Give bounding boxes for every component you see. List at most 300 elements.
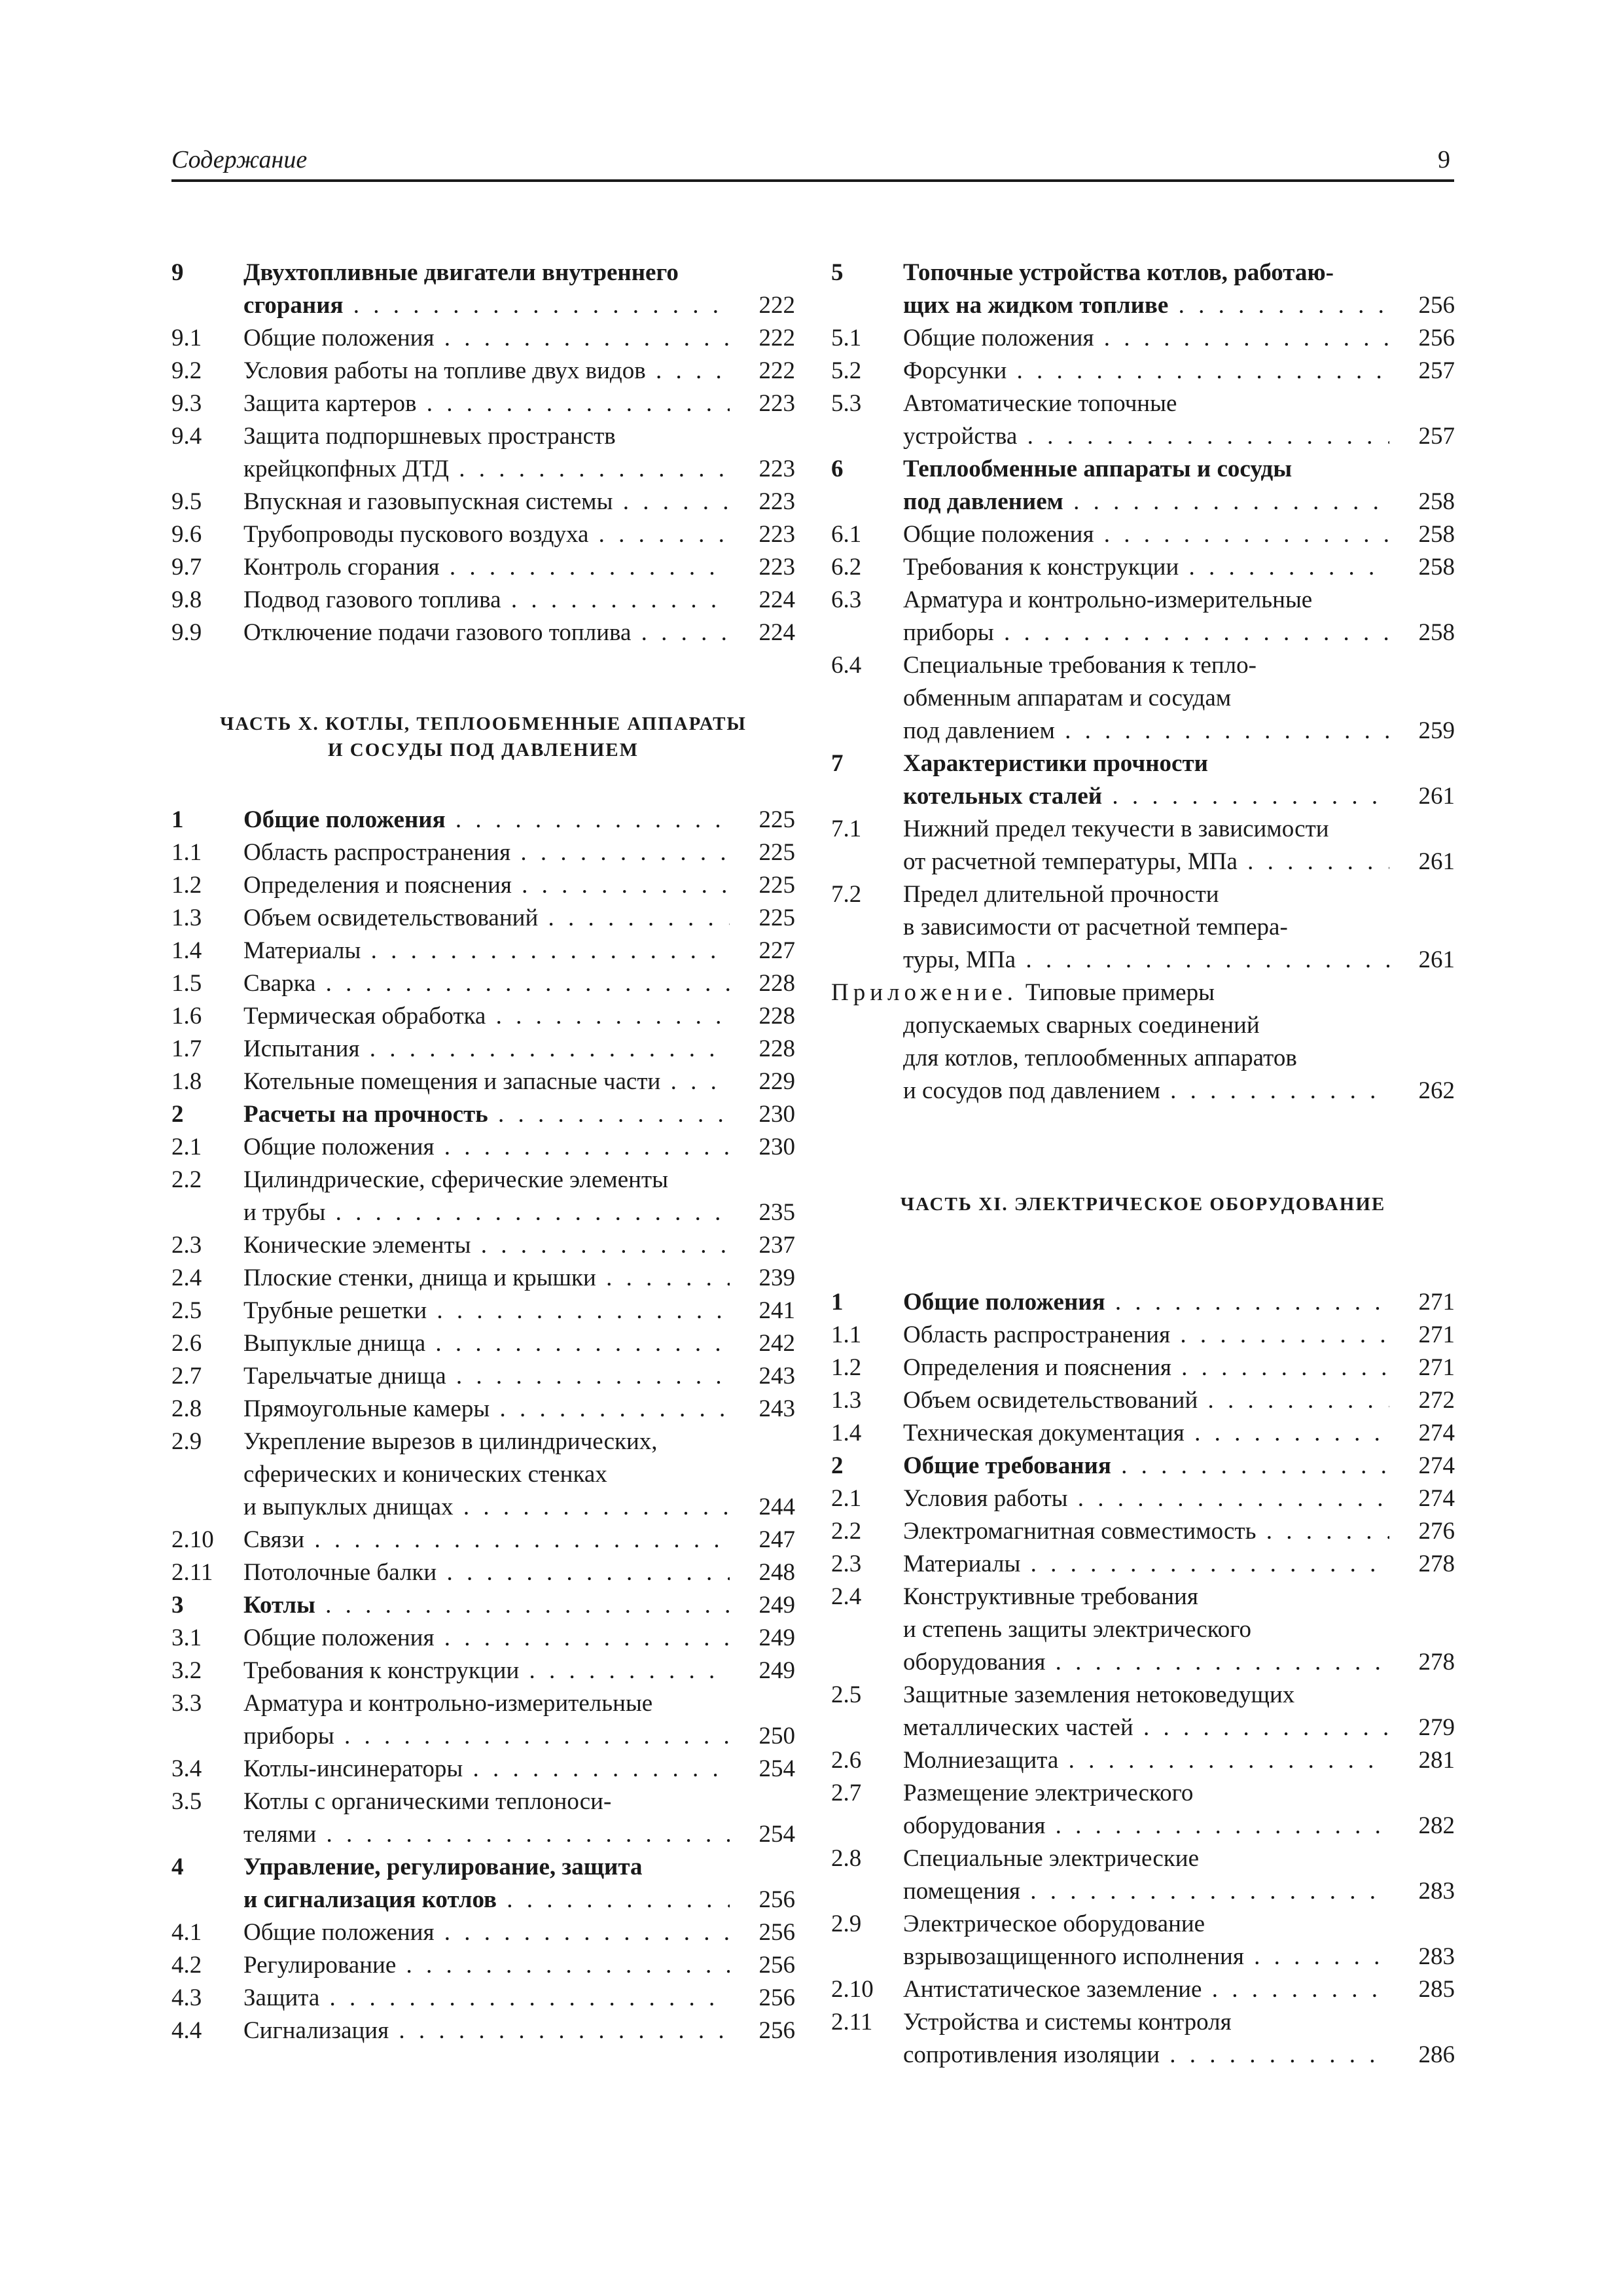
toc-entry-page: 249	[736, 1589, 795, 1622]
toc-entry-page: 256	[736, 1916, 795, 1949]
toc-entry-number: 1.3	[171, 905, 202, 931]
toc-entry-number: 3.5	[171, 1788, 202, 1815]
toc-entry[interactable]	[171, 1687, 795, 1753]
toc-entry-title: Нижний предел текучести в зависимости	[903, 816, 1329, 842]
toc-entry-title: Условия работы на топливе двух видов . . .	[243, 355, 730, 387]
toc-entry-number: 3.2	[171, 1657, 202, 1684]
toc-entry-title: Теплообменные аппараты и сосуды	[903, 456, 1293, 482]
toc-entry-title: под давлением . . .	[903, 486, 1389, 518]
toc-entry-title: Отключение подачи газового топлива . . .	[243, 617, 730, 649]
part-xi-heading: ЧАСТЬ XI. ЭЛЕКТРИЧЕСКОЕ ОБОРУДОВАНИЕ	[900, 1194, 1386, 1215]
toc-entry-title: Связи . . .	[243, 1524, 730, 1556]
toc-entry-page: 222	[736, 322, 795, 355]
toc-entry-title: и трубы . . .	[243, 1196, 730, 1229]
toc-entry-title: Общие положения . . .	[243, 804, 730, 836]
toc-entry-title: Размещение электрического	[903, 1780, 1194, 1806]
toc-entry-number: 9	[171, 259, 184, 286]
toc-entry[interactable]	[171, 1131, 795, 1164]
toc-entry-title: Защитные заземления нетоковедущих	[903, 1681, 1295, 1708]
toc-entry[interactable]	[831, 1482, 1455, 1515]
toc-entry[interactable]	[171, 1229, 795, 1262]
toc-entry-title: Молниезащита . . .	[903, 1744, 1389, 1777]
toc-entry[interactable]	[171, 584, 795, 617]
toc-entry-page: 229	[736, 1066, 795, 1098]
toc-entry-number: 2.5	[171, 1297, 202, 1324]
toc-entry-page: 258	[1396, 486, 1455, 518]
toc-entry-page: 262	[1396, 1075, 1455, 1107]
toc-entry-title: взрывозащищенного исполнения . . .	[903, 1941, 1389, 1973]
toc-entry-title: Двухтопливные двигатели внутреннего	[243, 259, 679, 286]
toc-entry[interactable]	[171, 617, 795, 649]
toc-entry-title: Определения и пояснения . . .	[903, 1352, 1389, 1384]
toc-entry[interactable]	[171, 1655, 795, 1687]
toc-entry-page: 225	[736, 902, 795, 935]
toc-entry-number: 2.10	[171, 1526, 214, 1553]
toc-entry-page: 228	[736, 1033, 795, 1066]
toc-entry-title: щих на жидком топливе . . .	[903, 289, 1389, 322]
toc-entry[interactable]	[831, 257, 1455, 322]
toc-entry[interactable]	[171, 804, 795, 836]
toc-entry[interactable]	[171, 935, 795, 967]
toc-entry-number: 2.3	[831, 1551, 862, 1577]
toc-entry-title: Расчеты на прочность . . .	[243, 1098, 730, 1131]
toc-entry-title: в зависимости от расчетной темпера-	[903, 914, 1288, 941]
toc-entry-number: 1	[171, 806, 184, 833]
toc-entry-number: 2.5	[831, 1681, 862, 1708]
toc-entry[interactable]	[171, 518, 795, 551]
toc-entry-page: 254	[736, 1818, 795, 1851]
toc-entry-page: 258	[1396, 617, 1455, 649]
toc-entry-page: 274	[1396, 1450, 1455, 1482]
toc-entry-page: 271	[1396, 1319, 1455, 1352]
toc-entry[interactable]	[831, 1515, 1455, 1548]
toc-entry-page: 222	[736, 355, 795, 387]
toc-entry[interactable]	[171, 1982, 795, 2015]
appendix-label: Приложение.	[831, 979, 1018, 1006]
toc-entry-title: телями . . .	[243, 1818, 730, 1851]
toc-entry-title: Трубные решетки . . .	[243, 1295, 730, 1327]
toc-entry-page: 278	[1396, 1646, 1455, 1679]
toc-entry-title: Форсунки . . .	[903, 355, 1389, 387]
toc-entry-title: Общие требования . . .	[903, 1450, 1389, 1482]
toc-column-left	[171, 257, 795, 2047]
toc-entry-number: 1.8	[171, 1068, 202, 1095]
toc-entry[interactable]	[831, 1548, 1455, 1581]
toc-entry-number: 3.3	[171, 1690, 202, 1717]
toc-entry-title: Защита . . .	[243, 1982, 730, 2015]
part-x-heading	[171, 711, 795, 763]
toc-entry-title: Общие положения . . .	[903, 322, 1389, 355]
toc-entry-number: 7.2	[831, 881, 862, 908]
toc-entry-title: Котлы с органическими теплоноси-	[243, 1788, 612, 1815]
toc-entry[interactable]	[171, 1589, 795, 1622]
toc-entry-page: 241	[736, 1295, 795, 1327]
toc-entry-number: 2.8	[171, 1395, 202, 1422]
toc-entry-page: 261	[1396, 780, 1455, 813]
toc-entry-title: Общие положения . . .	[903, 1286, 1389, 1319]
toc-entry-page: 259	[1396, 715, 1455, 747]
toc-entry[interactable]	[831, 322, 1455, 355]
toc-entry-title: и сигнализация котлов . . .	[243, 1884, 730, 1916]
toc-entry-title: Впускная и газовыпускная системы . . .	[243, 486, 730, 518]
toc-part-x	[171, 804, 795, 2047]
toc-entry-title: Защита подпоршневых пространств	[243, 423, 616, 450]
toc-entry-page: 222	[736, 289, 795, 322]
toc-entry-page: 224	[736, 584, 795, 617]
toc-entry-number: 5.1	[831, 325, 862, 351]
toc-entry-appendix[interactable]	[831, 977, 1455, 1107]
toc-entry-title: Общие положения . . .	[243, 1131, 730, 1164]
toc-entry-number: 9.4	[171, 423, 202, 450]
toc-entry[interactable]	[171, 551, 795, 584]
toc-entry-title: Укрепление вырезов в цилиндрических,	[243, 1428, 658, 1455]
toc-entry-title: обменным аппаратам и сосудам	[903, 685, 1232, 711]
toc-entry-number: 9.8	[171, 586, 202, 613]
toc-entry-title: Цилиндрические, сферические элементы	[243, 1166, 668, 1193]
toc-entry-page: 282	[1396, 1810, 1455, 1842]
toc-entry[interactable]	[831, 649, 1455, 747]
toc-entry[interactable]	[831, 1417, 1455, 1450]
toc-entry[interactable]	[171, 902, 795, 935]
toc-entry[interactable]	[831, 387, 1455, 453]
toc-part-x-continued	[831, 257, 1455, 977]
toc-entry[interactable]	[171, 1098, 795, 1131]
toc-entry-title: Условия работы . . .	[903, 1482, 1389, 1515]
toc-entry[interactable]	[171, 1949, 795, 1982]
toc-entry-number: 4	[171, 1854, 184, 1880]
toc-entry[interactable]	[831, 747, 1455, 813]
toc-entry-number: 7	[831, 750, 844, 777]
toc-entry-title: Специальные требования к тепло-	[903, 652, 1257, 679]
toc-entry[interactable]	[831, 1842, 1455, 1908]
toc-entry-title: Топочные устройства котлов, работаю-	[903, 259, 1334, 286]
toc-entry-title: Регулирование . . .	[243, 1949, 730, 1982]
toc-entry-number: 1.7	[171, 1035, 202, 1062]
toc-entry-page: 279	[1396, 1712, 1455, 1744]
toc-entry-number: 6.1	[831, 521, 862, 548]
toc-entry-title: оборудования . . .	[903, 1646, 1389, 1679]
toc-entry-number: 2.9	[831, 1910, 862, 1937]
toc-entry-title: металлических частей . . .	[903, 1712, 1389, 1744]
toc-entry-page: 258	[1396, 551, 1455, 584]
toc-entry-page: 223	[736, 453, 795, 486]
toc-entry-title: Конические элементы . . .	[243, 1229, 730, 1262]
toc-entry[interactable]	[831, 813, 1455, 878]
toc-entry-page: 283	[1396, 1941, 1455, 1973]
toc-entry-title: устройства . . .	[903, 420, 1389, 453]
toc-entry-title: Автоматические топочные	[903, 390, 1177, 417]
toc-entry-title: сферических и конических стенках	[243, 1461, 607, 1488]
toc-entry-number: 5.2	[831, 357, 862, 384]
toc-entry-page: 225	[736, 869, 795, 902]
toc-entry-page: 225	[736, 804, 795, 836]
toc-entry[interactable]	[171, 1033, 795, 1066]
toc-entry-title: котельных сталей . . .	[903, 780, 1389, 813]
toc-entry-page: 256	[736, 2015, 795, 2047]
toc-entry-page: 261	[1396, 846, 1455, 878]
toc-entry-title: помещения . . .	[903, 1875, 1389, 1908]
toc-entry-number: 6.4	[831, 652, 862, 679]
toc-entry-number: 6.2	[831, 554, 862, 581]
toc-entry[interactable]	[171, 1622, 795, 1655]
toc-entry-title: Общие положения . . .	[903, 518, 1389, 551]
toc-entry-number: 1.6	[171, 1003, 202, 1030]
toc-entry[interactable]	[831, 1384, 1455, 1417]
toc-entry-page: 225	[736, 836, 795, 869]
toc-entry[interactable]	[171, 420, 795, 486]
toc-entry[interactable]	[171, 1393, 795, 1426]
toc-entry-title: от расчетной температуры, МПа . . .	[903, 846, 1389, 878]
toc-entry[interactable]	[171, 836, 795, 869]
toc-entry-number: 9.7	[171, 554, 202, 581]
toc-entry-number: 2.1	[831, 1485, 862, 1512]
toc-entry[interactable]	[831, 1319, 1455, 1352]
toc-entry[interactable]	[831, 1973, 1455, 2006]
toc-entry-title: приборы . . .	[903, 617, 1389, 649]
toc-entry-number: 9.2	[171, 357, 202, 384]
toc-entry-page: 256	[1396, 322, 1455, 355]
toc-entry-title: оборудования . . .	[903, 1810, 1389, 1842]
toc-entry[interactable]	[831, 1777, 1455, 1842]
toc-entry-page: 256	[736, 1982, 795, 2015]
toc-entry-title: Выпуклые днища . . .	[243, 1327, 730, 1360]
toc-entry[interactable]	[831, 1581, 1455, 1679]
toc-entry-title: Арматура и контрольно-измерительные	[243, 1690, 653, 1717]
toc-entry[interactable]	[171, 1295, 795, 1327]
toc-entry-number: 3	[171, 1592, 184, 1619]
toc-entry-title: Контроль сгорания . . .	[243, 551, 730, 584]
toc-entry-page: 286	[1396, 2039, 1455, 2072]
toc-entry-number: 1.1	[171, 839, 202, 866]
toc-entry-number: 1.4	[171, 937, 202, 964]
part-x-heading-line: И СОСУДЫ ПОД ДАВЛЕНИЕМ	[327, 740, 639, 761]
toc-entry-title: Требования к конструкции . . .	[903, 551, 1389, 584]
toc-entry-title: крейцкопфных ДТД . . .	[243, 453, 730, 486]
toc-entry-title: Материалы . . .	[903, 1548, 1389, 1581]
toc-entry[interactable]	[171, 1360, 795, 1393]
running-head-title: Содержание	[171, 146, 308, 173]
running-head	[171, 143, 1454, 182]
toc-entry[interactable]	[171, 1916, 795, 1949]
toc-entry-page: 242	[736, 1327, 795, 1360]
toc-entry-number: 1.2	[831, 1354, 862, 1381]
toc-entry-page: 247	[736, 1524, 795, 1556]
toc-entry-title: Область распространения . . .	[243, 836, 730, 869]
toc-part-xi	[831, 1286, 1455, 2072]
toc-entry[interactable]	[171, 257, 795, 322]
toc-entry[interactable]	[171, 1851, 795, 1916]
toc-entry-number: 5	[831, 259, 844, 286]
toc-entry-page: 223	[736, 387, 795, 420]
toc-entry-page: 257	[1396, 420, 1455, 453]
toc-entry-number: 9.1	[171, 325, 202, 351]
toc-entry-title: Общие положения . . .	[243, 1622, 730, 1655]
toc-entry[interactable]	[171, 2015, 795, 2047]
toc-entry-page: 249	[736, 1655, 795, 1687]
toc-entry-number: 4.3	[171, 1984, 202, 2011]
toc-entry[interactable]	[831, 584, 1455, 649]
toc-entry-title: Подвод газового топлива . . .	[243, 584, 730, 617]
toc-entry-title: Сварка . . .	[243, 967, 730, 1000]
toc-entry-number: 1.3	[831, 1387, 862, 1414]
toc-entry-number: 2	[831, 1452, 844, 1479]
toc-entry-page: 261	[1396, 944, 1455, 977]
toc-entry[interactable]	[831, 1352, 1455, 1384]
toc-entry-title: Арматура и контрольно-измерительные	[903, 586, 1313, 613]
toc-entry-title: для котлов, теплообменных аппаратов	[903, 1045, 1297, 1071]
toc-entry[interactable]	[171, 1000, 795, 1033]
toc-entry-number: 1.4	[831, 1420, 862, 1446]
toc-entry-page: 243	[736, 1360, 795, 1393]
toc-entry-page: 223	[736, 551, 795, 584]
toc-entry-page: 254	[736, 1753, 795, 1785]
toc-entry-title: Характеристики прочности	[903, 750, 1208, 777]
toc-entry[interactable]	[831, 1744, 1455, 1777]
toc-entry-title: Электромагнитная совместимость . . .	[903, 1515, 1389, 1548]
toc-entry-title: сгорания . . .	[243, 289, 730, 322]
toc-entry[interactable]	[831, 453, 1455, 518]
toc-entry-page: 256	[1396, 289, 1455, 322]
toc-entry-number: 2.7	[831, 1780, 862, 1806]
toc-entry-number: 2.1	[171, 1134, 202, 1160]
toc-entry-title: и выпуклых днищах . . .	[243, 1491, 730, 1524]
toc-entry[interactable]	[171, 1262, 795, 1295]
toc-entry-page: 227	[736, 935, 795, 967]
toc-entry-page: 256	[736, 1884, 795, 1916]
toc-entry-title: Антистатическое заземление . . .	[903, 1973, 1389, 2006]
toc-entry[interactable]	[171, 1066, 795, 1098]
toc-entry[interactable]	[831, 355, 1455, 387]
toc-entry-number: 2	[171, 1101, 184, 1128]
part-x-heading-line: ЧАСТЬ X. КОТЛЫ, ТЕПЛООБМЕННЫЕ АППАРАТЫ	[220, 713, 747, 734]
toc-entry-page: 224	[736, 617, 795, 649]
toc-entry-page: 249	[736, 1622, 795, 1655]
toc-entry-title: Сигнализация . . .	[243, 2015, 730, 2047]
toc-entry-page: 250	[736, 1720, 795, 1753]
toc-entry[interactable]	[831, 1450, 1455, 1482]
toc-entry-title: Плоские стенки, днища и крышки . . .	[243, 1262, 730, 1295]
toc-entry-number: 4.4	[171, 2017, 202, 2044]
toc-entry-page: 228	[736, 967, 795, 1000]
toc-entry-number: 2.11	[831, 2009, 873, 2036]
toc-entry[interactable]	[831, 2006, 1455, 2072]
toc-entry-title: Общие положения . . .	[243, 322, 730, 355]
toc-entry[interactable]	[171, 1556, 795, 1589]
toc-entry-title: Специальные электрические	[903, 1845, 1200, 1872]
toc-entry-title: Управление, регулирование, защита	[243, 1854, 643, 1880]
toc-entry-title: под давлением . . .	[903, 715, 1389, 747]
toc-entry-page: 274	[1396, 1482, 1455, 1515]
toc-entry-page: 274	[1396, 1417, 1455, 1450]
toc-entry-number: 6.3	[831, 586, 862, 613]
toc-entry-page: 281	[1396, 1744, 1455, 1777]
toc-entry-number: 1	[831, 1289, 844, 1316]
toc-entry-page: 223	[736, 486, 795, 518]
toc-entry-page: 256	[736, 1949, 795, 1982]
toc-entry-title: Котлы . . .	[243, 1589, 730, 1622]
toc-entry-title: Испытания . . .	[243, 1033, 730, 1066]
toc-entry-title: туры, МПа . . .	[903, 944, 1389, 977]
toc-entry-page: 257	[1396, 355, 1455, 387]
toc-entry-title: сопротивления изоляции . . .	[903, 2039, 1389, 2072]
toc-entry-number: 2.6	[171, 1330, 202, 1357]
toc-entry-number: 9.9	[171, 619, 202, 646]
toc-entry[interactable]	[171, 1753, 795, 1785]
toc-entry-title: Область распространения . . .	[903, 1319, 1389, 1352]
toc-entry-page: 248	[736, 1556, 795, 1589]
toc-entry[interactable]	[171, 1164, 795, 1229]
toc-entry-page: 228	[736, 1000, 795, 1033]
toc-entry-title: Потолочные балки . . .	[243, 1556, 730, 1589]
toc-entry-page: 271	[1396, 1286, 1455, 1319]
toc-entry-number: 2.6	[831, 1747, 862, 1774]
toc-entry[interactable]	[171, 869, 795, 902]
toc-entry[interactable]	[831, 878, 1455, 977]
toc-entry-number: 2.4	[831, 1583, 862, 1610]
toc-entry-number: 1.2	[171, 872, 202, 899]
toc-entry-number: 2.4	[171, 1265, 202, 1291]
toc-entry-title	[831, 977, 1389, 1009]
toc-entry-number: 4.2	[171, 1952, 202, 1979]
toc-entry[interactable]	[171, 1327, 795, 1360]
toc-entry-page: 272	[1396, 1384, 1455, 1417]
toc-entry[interactable]	[831, 518, 1455, 551]
toc-entry[interactable]	[831, 551, 1455, 584]
toc-entry-page: 244	[736, 1491, 795, 1524]
toc-entry-title: Общие положения . . .	[243, 1916, 730, 1949]
toc-entry-title: Конструктивные требования	[903, 1583, 1198, 1610]
toc-entry-title: Требования к конструкции . . .	[243, 1655, 730, 1687]
toc-entry-title: Котлы-инсинераторы . . .	[243, 1753, 730, 1785]
toc-entry-title: Материалы . . .	[243, 935, 730, 967]
toc-entry-number: 6	[831, 456, 844, 482]
toc-entry-number: 2.2	[831, 1518, 862, 1545]
toc-entry[interactable]	[171, 1426, 795, 1524]
toc-entry[interactable]	[171, 1785, 795, 1851]
page-number: 9	[1438, 146, 1450, 173]
toc-entry-number: 2.8	[831, 1845, 862, 1872]
toc-entry-title: Объем освидетельствований . . .	[903, 1384, 1389, 1417]
toc-entry[interactable]	[831, 1286, 1455, 1319]
toc-entry-title: Котельные помещения и запасные части . . .	[243, 1066, 730, 1098]
toc-entry[interactable]	[831, 1908, 1455, 1973]
toc-entry-page: 235	[736, 1196, 795, 1229]
toc-entry[interactable]	[171, 1524, 795, 1556]
toc-entry-page: 230	[736, 1098, 795, 1131]
toc-section-9	[171, 257, 795, 649]
toc-entry[interactable]	[171, 967, 795, 1000]
appendix-title: Типовые примеры	[1025, 979, 1215, 1006]
toc-entry-number: 9.5	[171, 488, 202, 515]
toc-entry-number: 9.6	[171, 521, 202, 548]
toc-entry-number: 5.3	[831, 390, 862, 417]
toc-entry-number: 4.1	[171, 1919, 202, 1946]
toc-entry-page: 271	[1396, 1352, 1455, 1384]
toc-entry-title: Определения и пояснения . . .	[243, 869, 730, 902]
toc-entry-title: Защита картеров . . .	[243, 387, 730, 420]
toc-entry-title: и сосудов под давлением . . .	[903, 1075, 1389, 1107]
toc-entry[interactable]	[831, 1679, 1455, 1744]
toc-entry-number: 2.2	[171, 1166, 202, 1193]
toc-entry-number: 2.7	[171, 1363, 202, 1390]
toc-entry-title: Электрическое оборудование	[903, 1910, 1205, 1937]
toc-entry[interactable]	[171, 355, 795, 387]
toc-entry-page: 285	[1396, 1973, 1455, 2006]
toc-entry-page: 237	[736, 1229, 795, 1262]
toc-entry[interactable]	[171, 486, 795, 518]
toc-entry[interactable]	[171, 387, 795, 420]
toc-entry[interactable]	[171, 322, 795, 355]
